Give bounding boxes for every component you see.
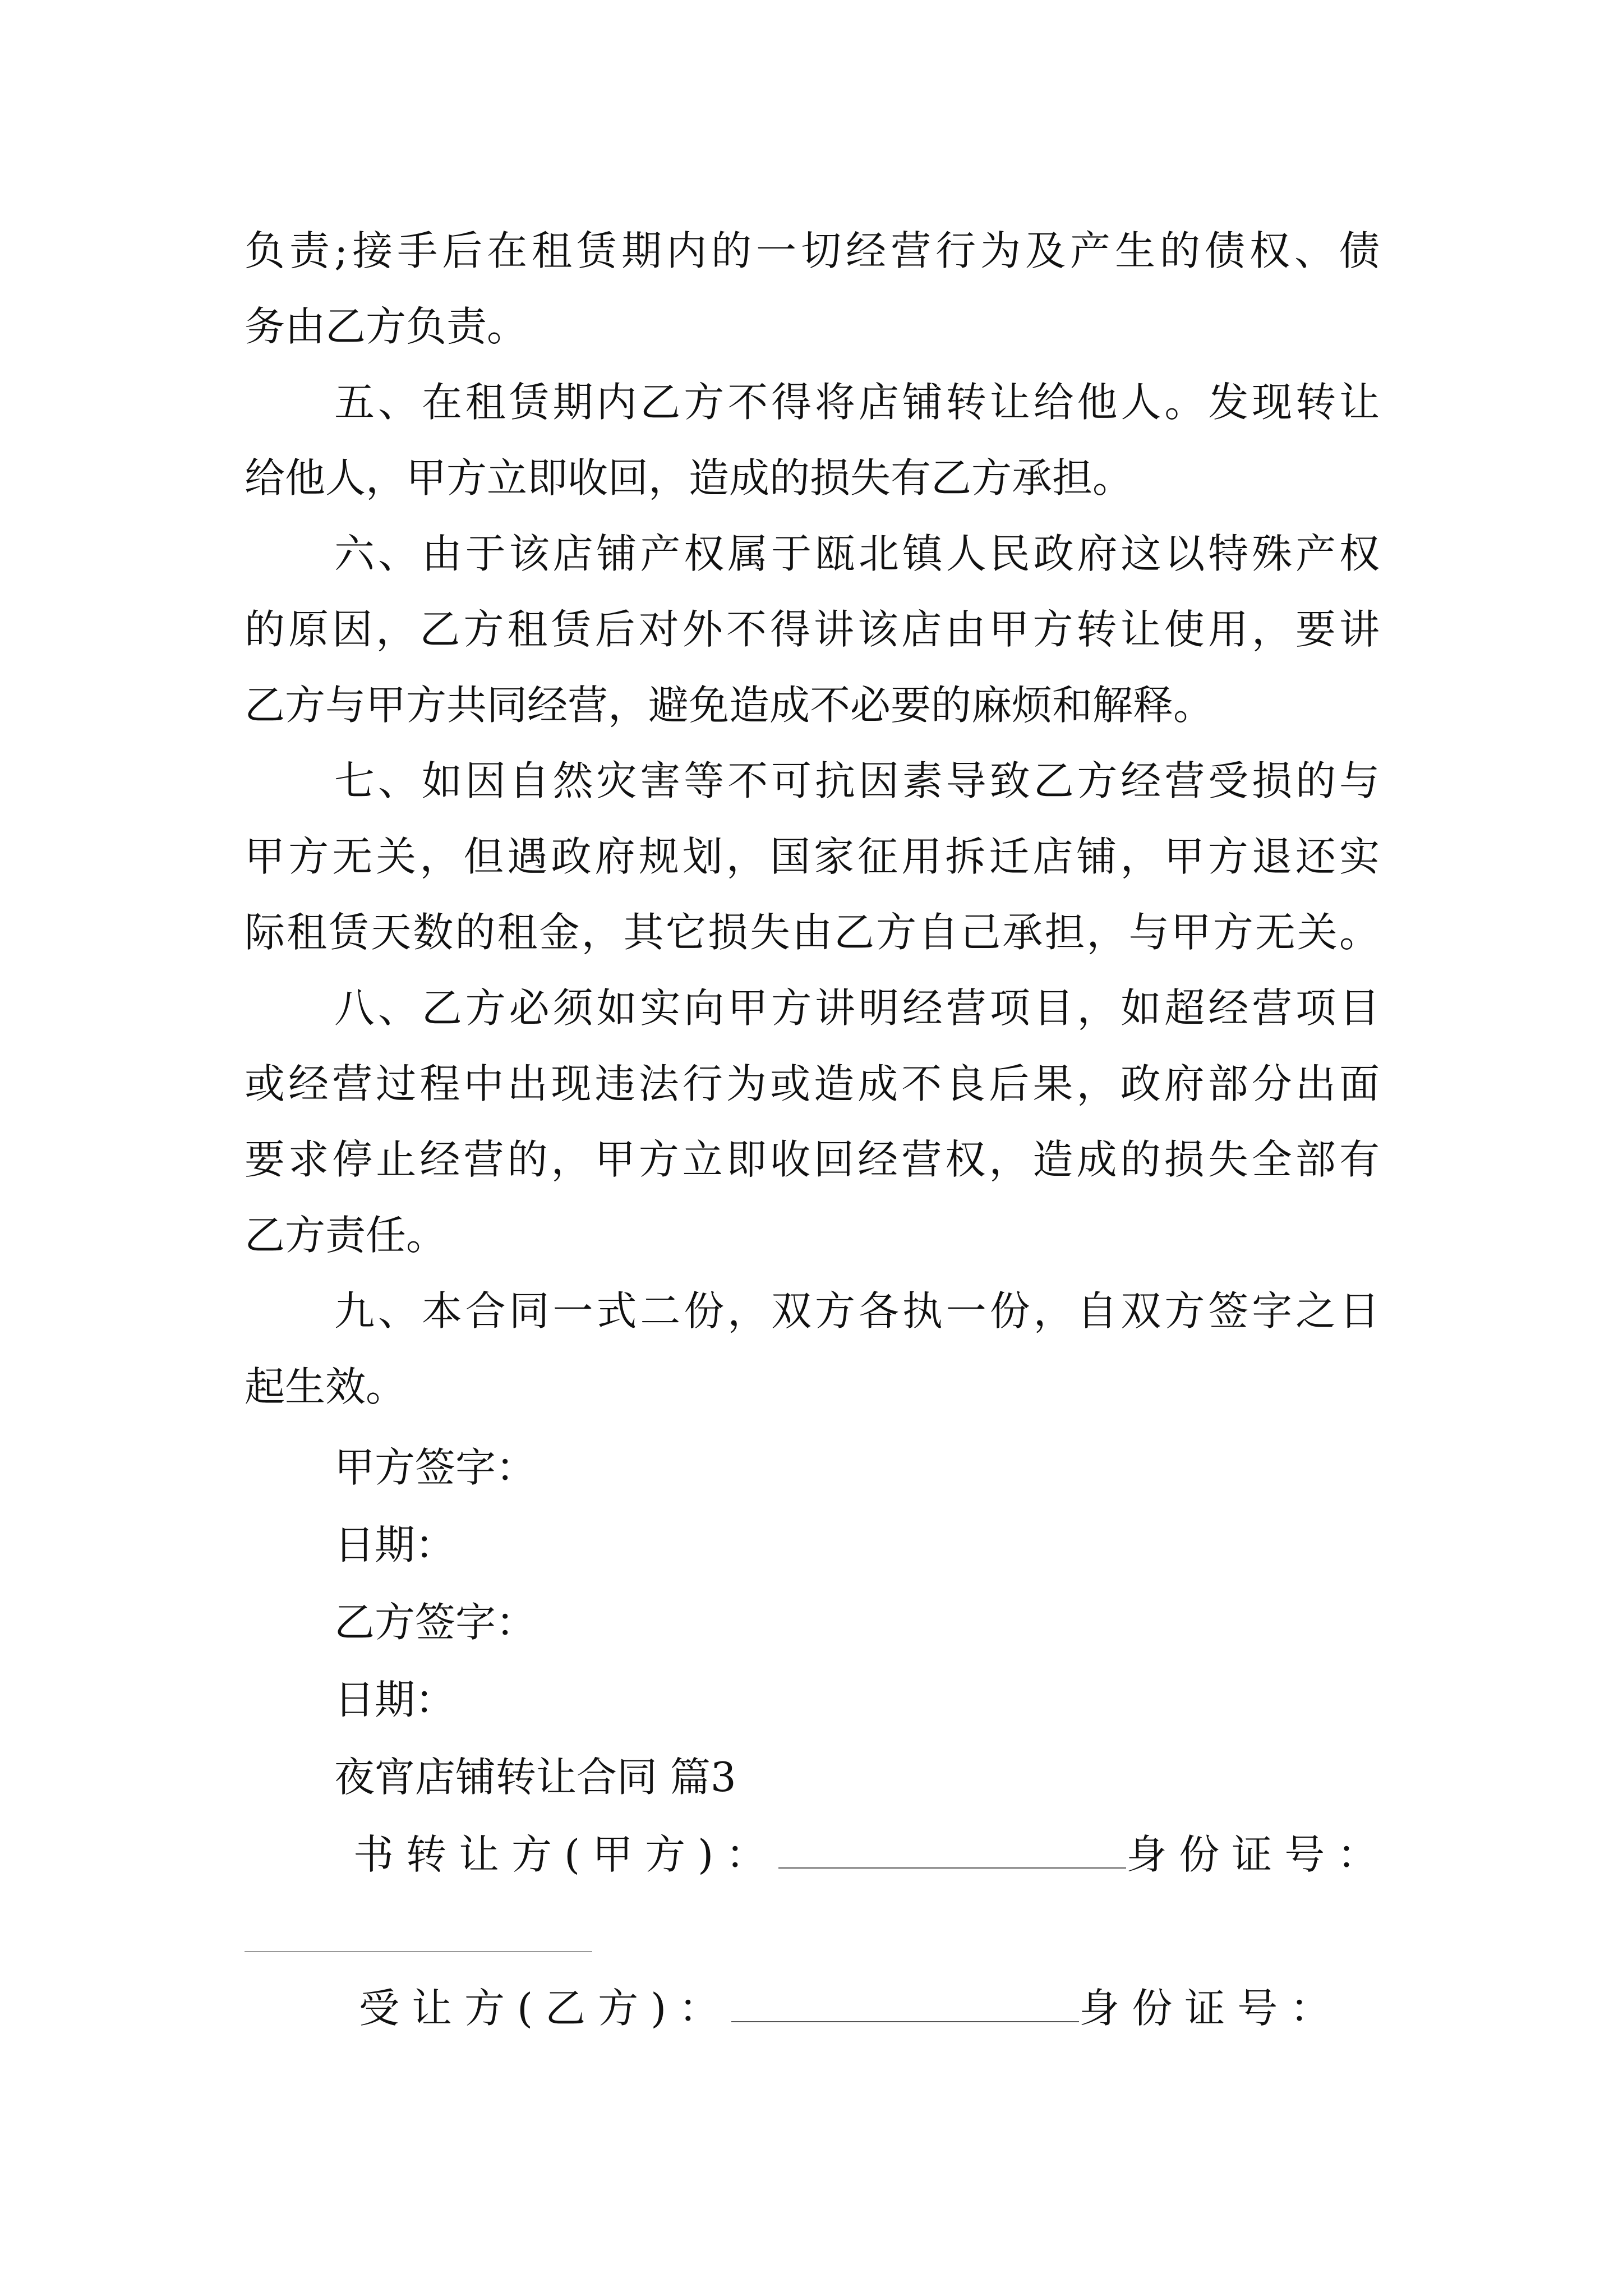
contract-body bbox=[245, 213, 1380, 1425]
clause-7-line: 际租赁天数的租金，其它损失由乙方自己承担，与甲方无关。 bbox=[245, 909, 1380, 956]
transferor-id-label: 身份证号： bbox=[1126, 1831, 1390, 1878]
section-heading: 夜宵店铺转让合同 篇3 bbox=[334, 1754, 736, 1801]
clause-7-line: 甲方无关，但遇政府规划，国家征用拆迁店铺，甲方退还实 bbox=[245, 833, 1380, 880]
transferee-line bbox=[359, 1980, 1343, 2036]
clause-6-line: 的原因，乙方租赁后对外不得讲该店由甲方转让使用，要讲 bbox=[245, 606, 1380, 653]
clause-9-line: 九、本合同一式二份，双方各执一份，自双方签字之日 bbox=[334, 1287, 1380, 1335]
clause-8-line: 八、乙方必须如实向甲方讲明经营项目，如超经营项目 bbox=[334, 984, 1380, 1032]
clause-7-line: 七、如因自然灾害等不可抗因素导致乙方经营受损的与 bbox=[334, 757, 1380, 804]
transferor-label: 书转让方(甲方)： bbox=[353, 1831, 779, 1878]
clause-9-line: 起生效。 bbox=[245, 1363, 407, 1410]
transferee-name-blank bbox=[731, 1982, 1079, 2022]
clause-6-line: 乙方与甲方共同经营，避免造成不必要的麻烦和解释。 bbox=[245, 682, 1214, 729]
text-line: 务由乙方负责。 bbox=[245, 303, 528, 350]
clause-8-line: 或经营过程中出现违法行为或造成不良后果，政府部分出面 bbox=[245, 1060, 1380, 1107]
transferor-name-blank bbox=[778, 1828, 1126, 1869]
clause-8-line: 乙方责任。 bbox=[245, 1212, 447, 1259]
clause-5-line: 五、在租赁期内乙方不得将店铺转让给他人。发现转让 bbox=[334, 379, 1380, 426]
date-label: 日期： bbox=[334, 1521, 456, 1568]
party-b-signature-label: 乙方签字： bbox=[334, 1599, 537, 1646]
transferor-line bbox=[353, 1826, 1390, 1883]
divider-line bbox=[245, 1951, 592, 1952]
clause-8-line: 要求停止经营的，甲方立即收回经营权，造成的损失全部有 bbox=[245, 1136, 1380, 1183]
clause-6-line: 六、由于该店铺产权属于瓯北镇人民政府这以特殊产权 bbox=[334, 530, 1380, 577]
transferee-id-label: 身份证号： bbox=[1079, 1985, 1343, 2032]
text-line: 负责;接手后在租赁期内的一切经营行为及产生的债权、债 bbox=[245, 227, 1380, 274]
clause-5-line: 给他人，甲方立即收回，造成的损失有乙方承担。 bbox=[245, 454, 1133, 501]
party-a-signature-label: 甲方签字： bbox=[334, 1444, 537, 1491]
date-label: 日期： bbox=[334, 1676, 456, 1723]
transferee-label: 受让方(乙方)： bbox=[359, 1985, 732, 2032]
